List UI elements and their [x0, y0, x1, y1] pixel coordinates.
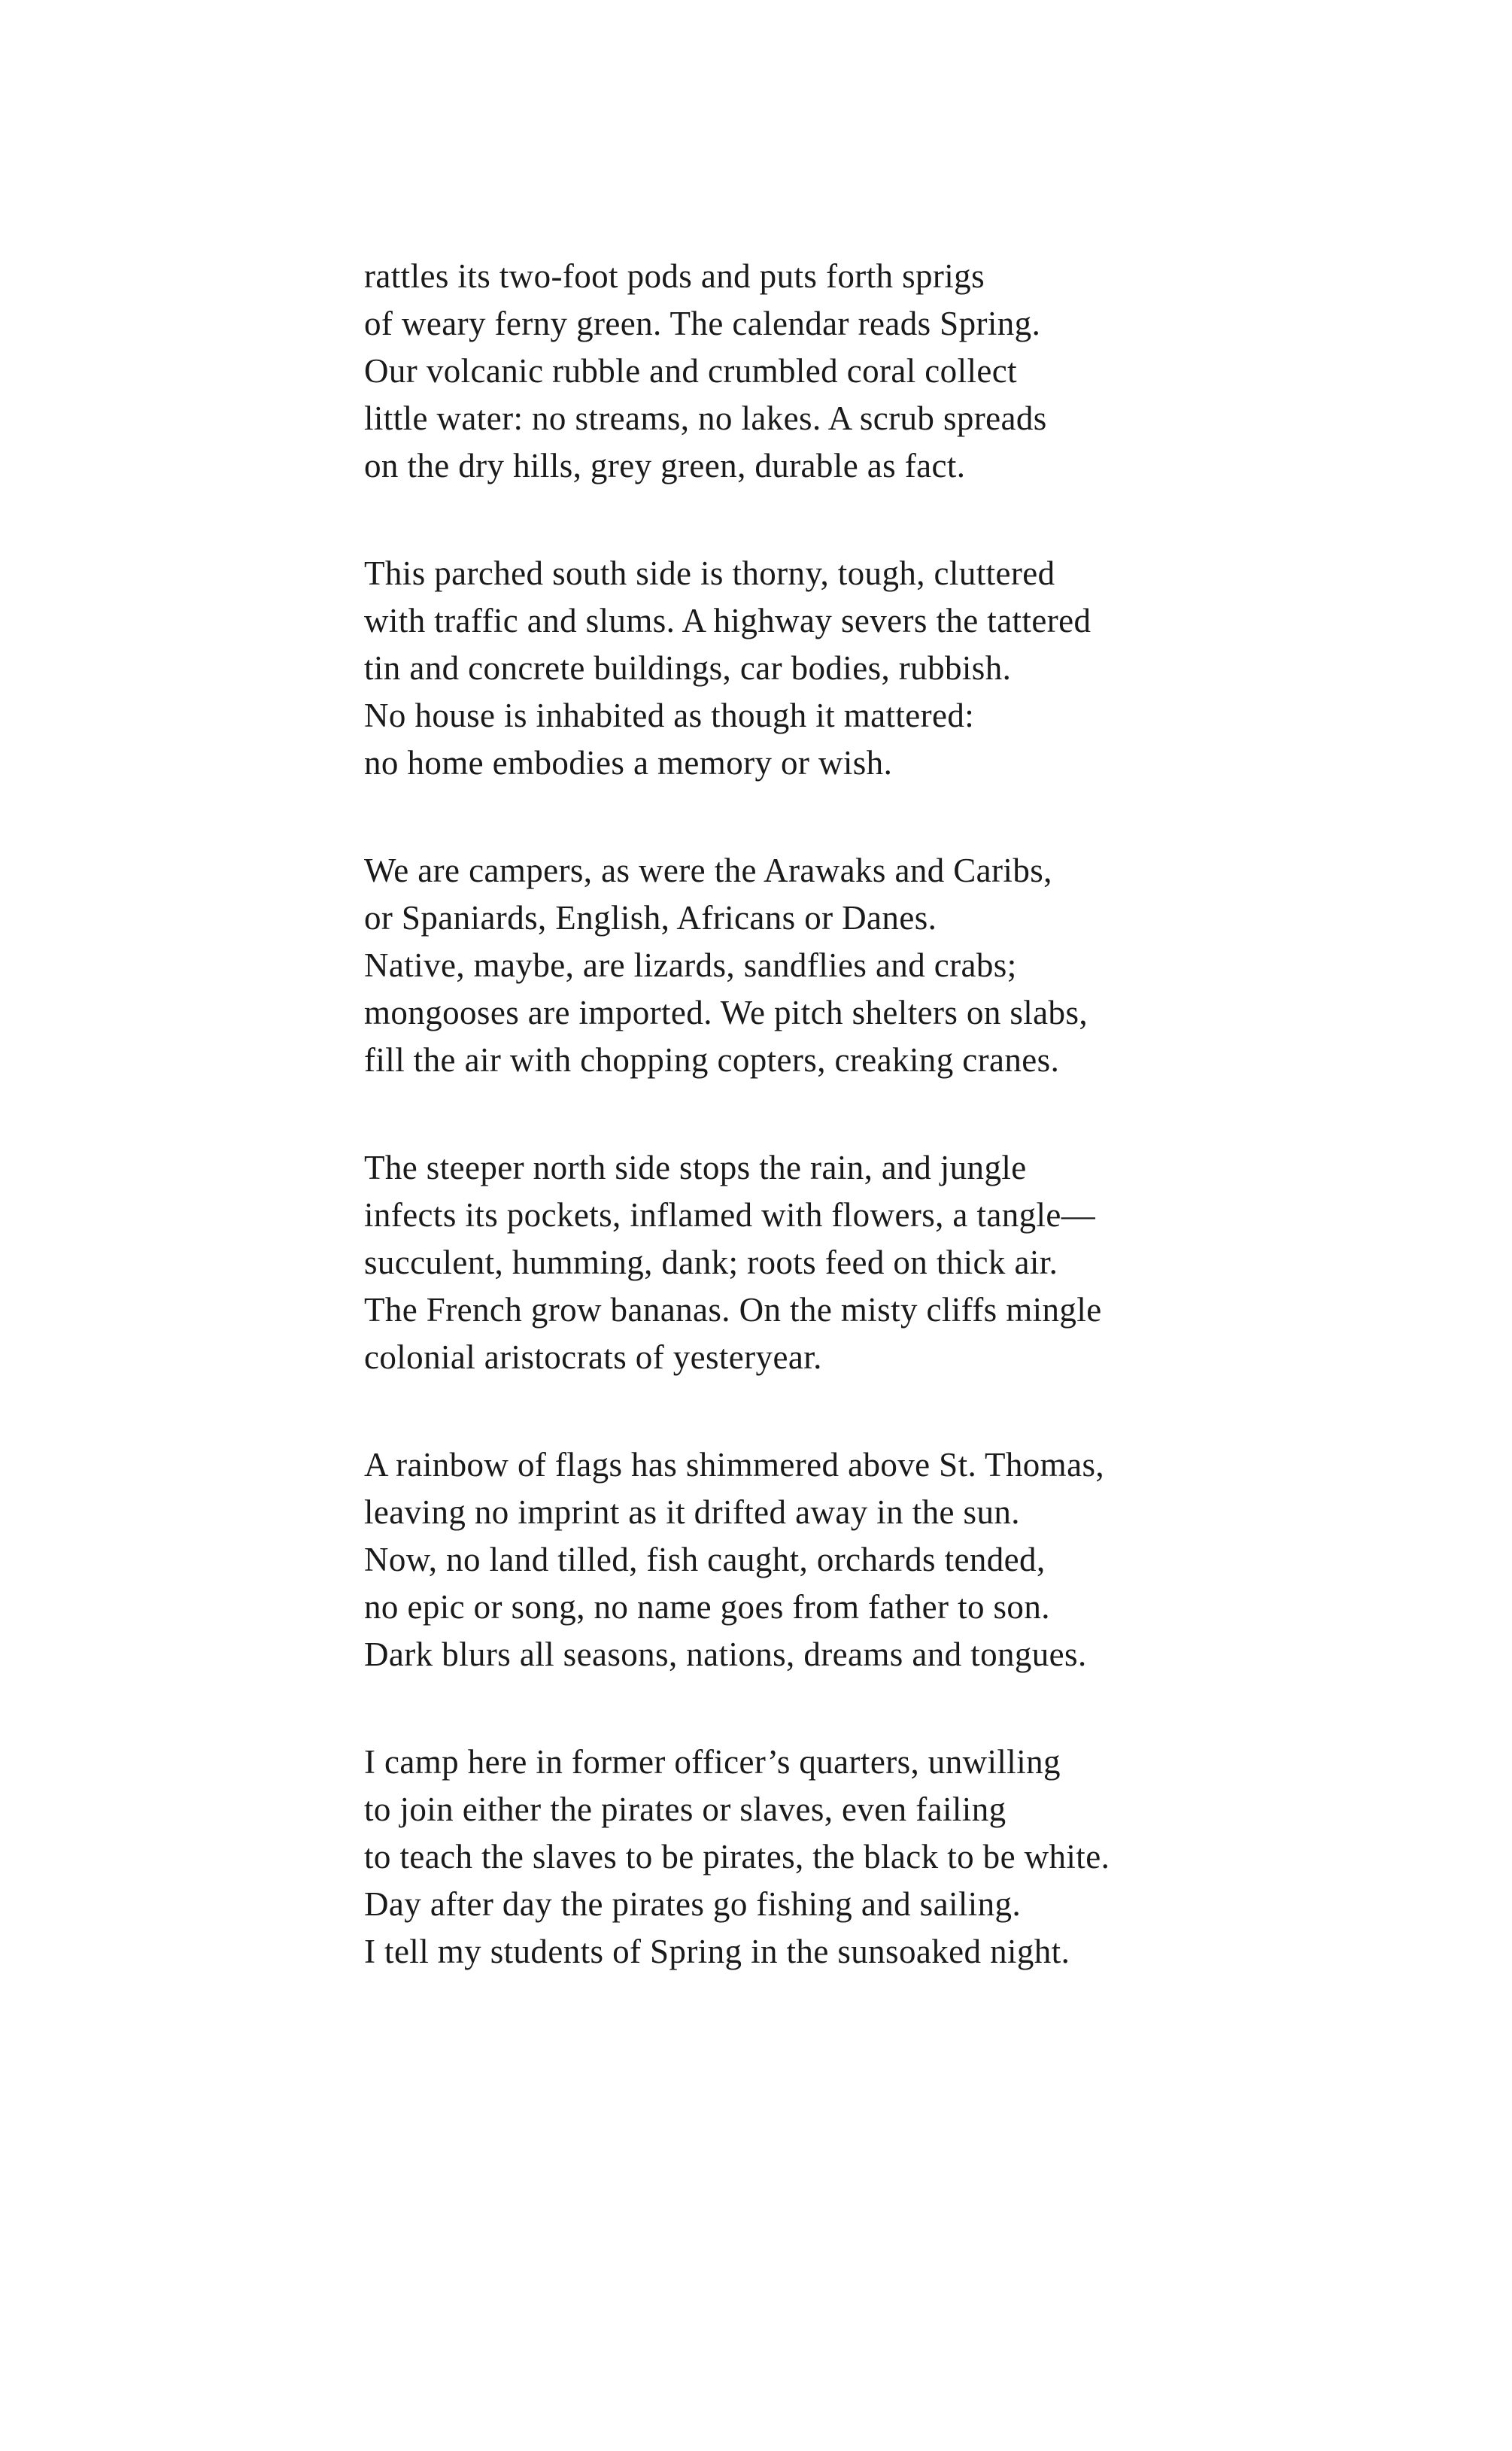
poem-line: The steeper north side stops the rain, and jungle: [364, 1149, 1027, 1186]
poem-line: or Spaniards, English, Africans or Danes.: [364, 899, 937, 937]
poem-line: The French grow bananas. On the misty cliffs mingle: [364, 1291, 1102, 1329]
poem-line: no epic or song, no name goes from father to son.: [364, 1588, 1050, 1626]
poem-line: no home embodies a memory or wish.: [364, 744, 893, 782]
poem-line: tin and concrete buildings, car bodies, rubbish.: [364, 649, 1012, 687]
poem-line: colonial aristocrats of yesteryear.: [364, 1338, 822, 1376]
stanza-3: [364, 847, 1342, 1084]
poem-line: rattles its two-foot pods and puts forth sprigs: [364, 257, 985, 295]
poem-line: succulent, humming, dank; roots feed on thick air.: [364, 1244, 1058, 1281]
poem-line: mongooses are imported. We pitch shelters on slabs,: [364, 994, 1088, 1031]
poem-line: No house is inhabited as though it mattered:: [364, 697, 975, 734]
poem-line: I camp here in former officer’s quarters, unwilling: [364, 1743, 1061, 1781]
stanza-5: [364, 1441, 1342, 1678]
stanza-1: [364, 253, 1342, 490]
poem-line: A rainbow of flags has shimmered above St. Thomas,: [364, 1446, 1105, 1484]
poem-line: with traffic and slums. A highway severs the tattered: [364, 602, 1091, 639]
poem-line: leaving no imprint as it drifted away in the sun.: [364, 1493, 1020, 1531]
stanza-4: [364, 1144, 1342, 1381]
poem-line: to join either the pirates or slaves, even failing: [364, 1790, 1006, 1828]
poem-line: of weary ferny green. The calendar reads Spring.: [364, 305, 1041, 342]
poem-body: [364, 253, 1342, 2036]
poem-line: This parched south side is thorny, tough, cluttered: [364, 554, 1055, 592]
poem-line: fill the air with chopping copters, creaking cranes.: [364, 1041, 1060, 1079]
poem-line: little water: no streams, no lakes. A scrub spreads: [364, 399, 1047, 437]
poem-line: infects its pockets, inflamed with flowers, a tangle—: [364, 1196, 1096, 1234]
poem-line: Now, no land tilled, fish caught, orchards tended,: [364, 1541, 1046, 1578]
poem-line: I tell my students of Spring in the sunsoaked night.: [364, 1933, 1070, 1970]
poem-line: We are campers, as were the Arawaks and Caribs,: [364, 852, 1052, 889]
stanza-6: [364, 1739, 1342, 1976]
poem-line: Day after day the pirates go fishing and sailing.: [364, 1885, 1022, 1923]
poem-line: Dark blurs all seasons, nations, dreams and tongues.: [364, 1636, 1087, 1673]
poem-line: Our volcanic rubble and crumbled coral collect: [364, 352, 1018, 390]
poem-line: Native, maybe, are lizards, sandflies and crabs;: [364, 946, 1017, 984]
poem-line: to teach the slaves to be pirates, the black to be white.: [364, 1838, 1110, 1875]
poem-line: on the dry hills, grey green, durable as fact.: [364, 447, 966, 484]
stanza-2: [364, 550, 1342, 787]
